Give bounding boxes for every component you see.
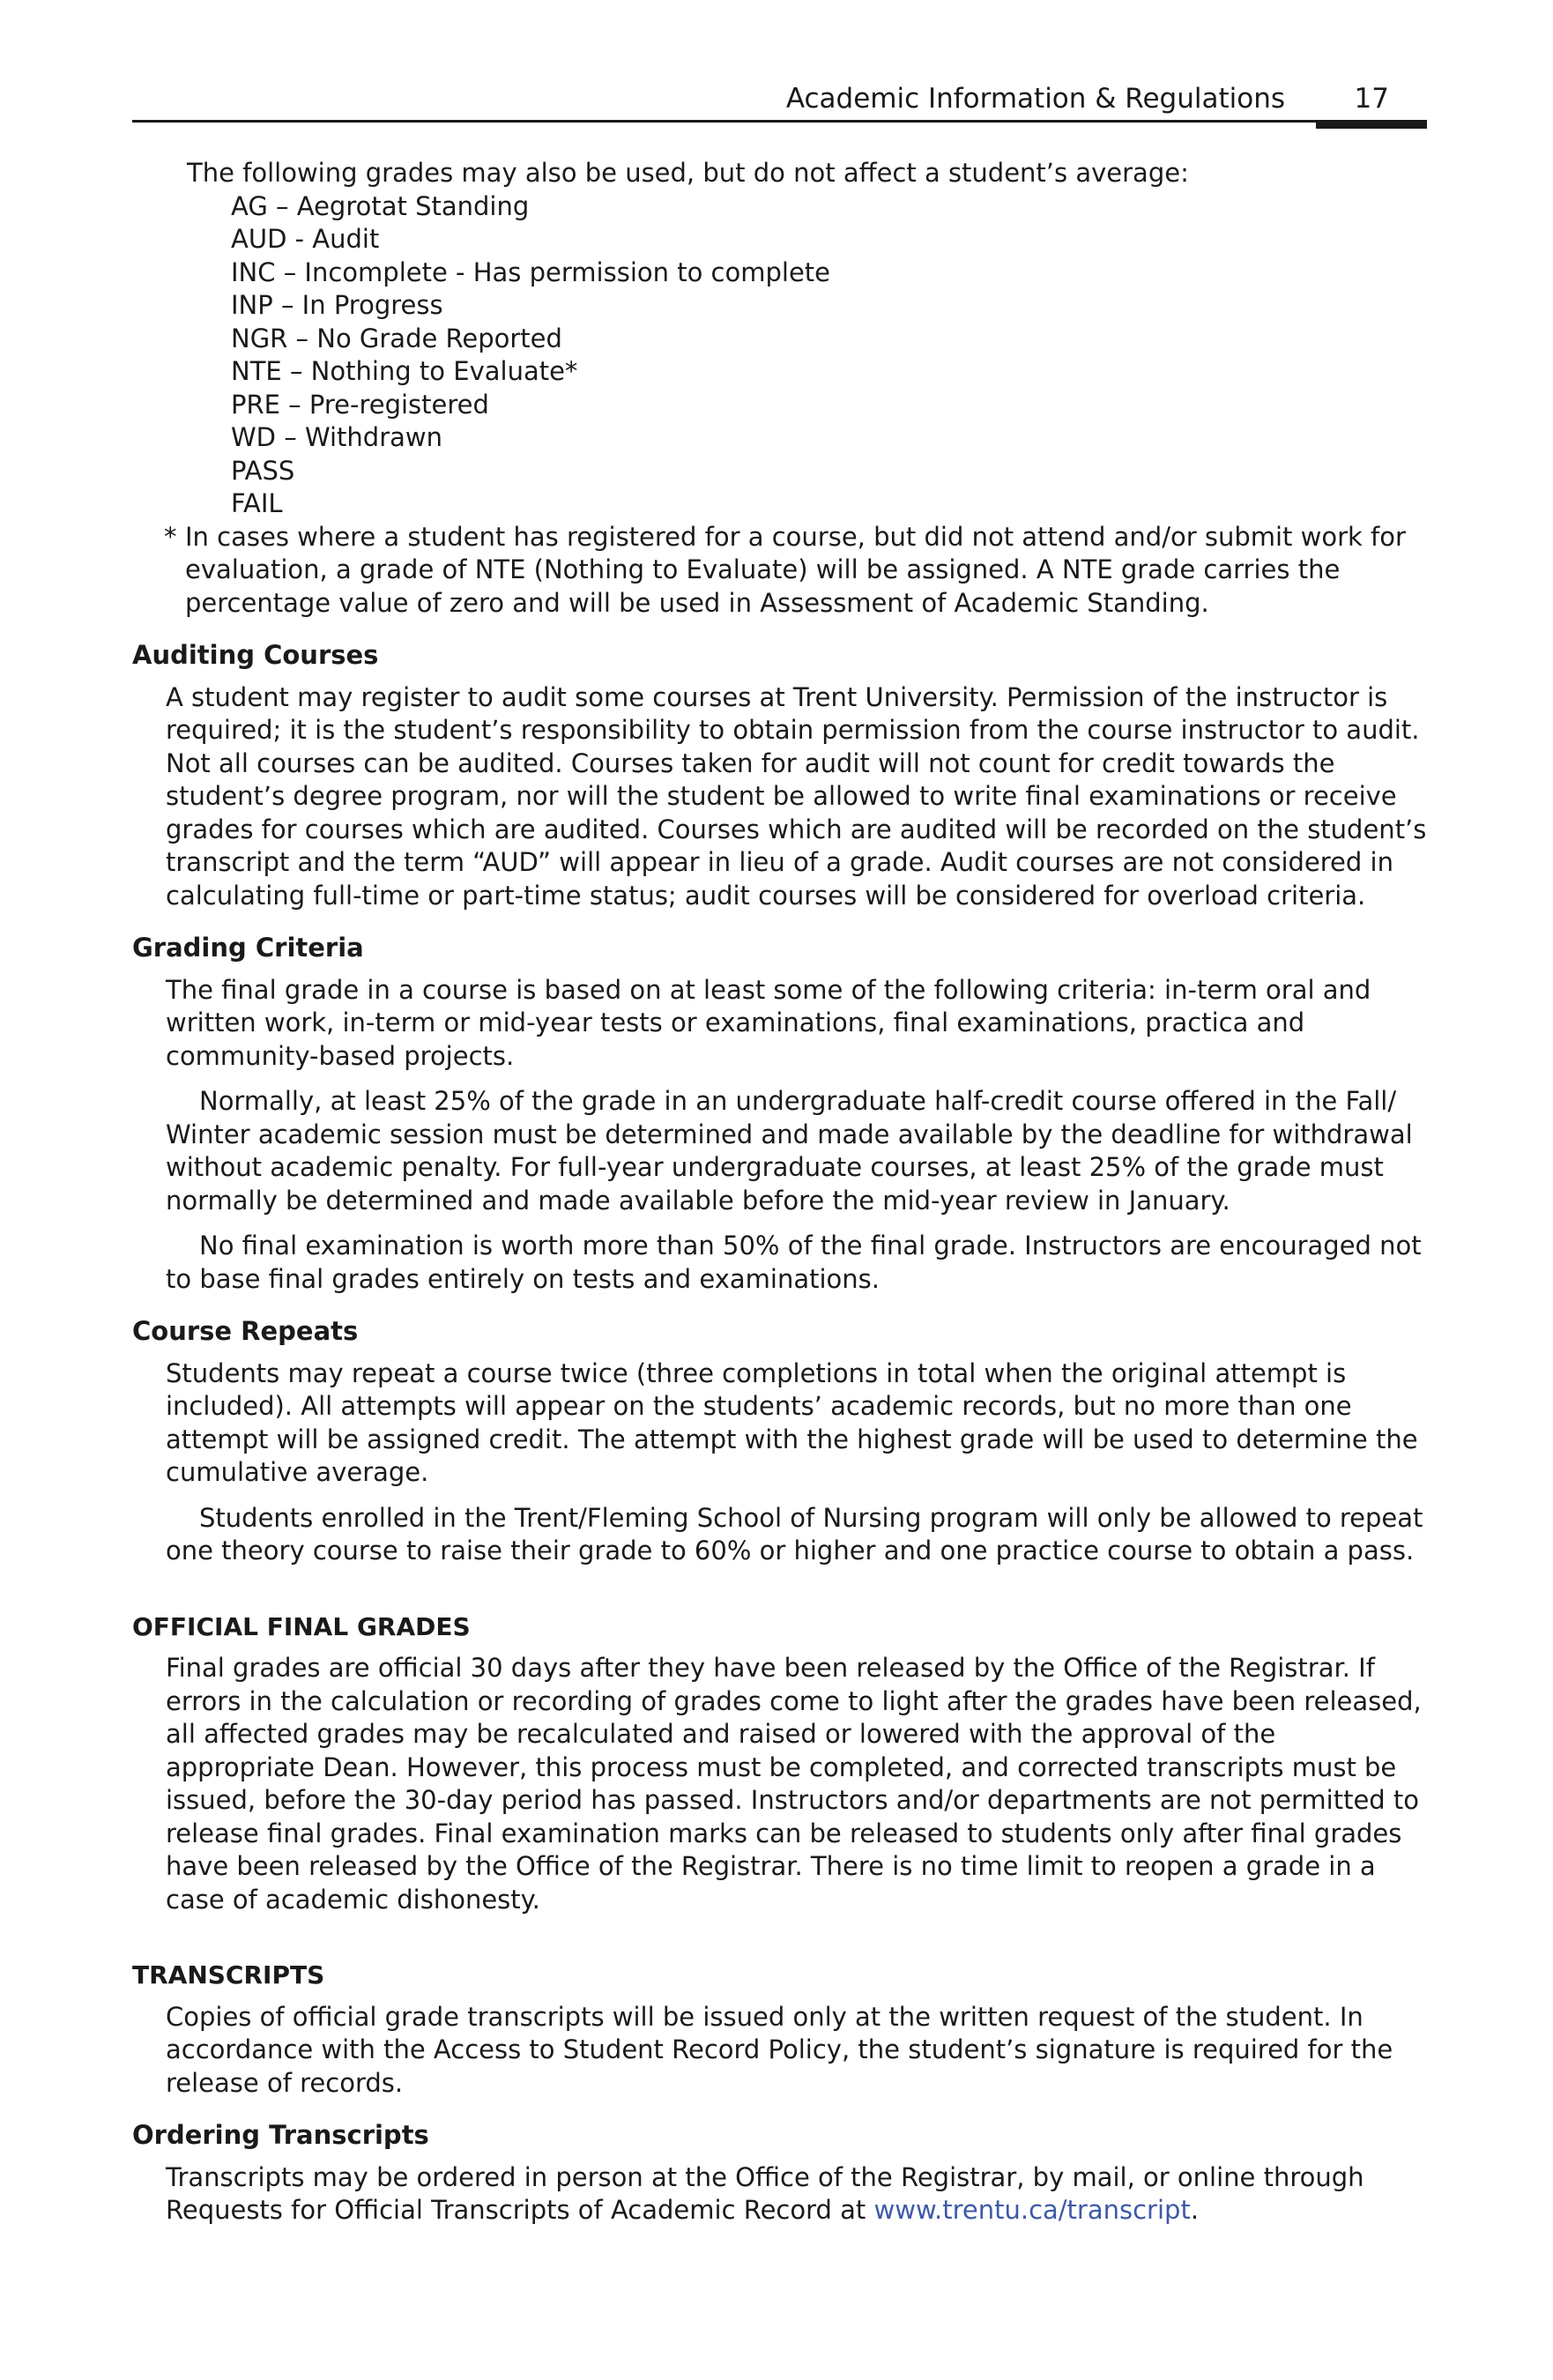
section-official-final-grades bbox=[132, 1610, 1428, 1917]
list-item: INC – Incomplete - Has permission to complete bbox=[231, 257, 830, 287]
section-course-repeats bbox=[132, 1315, 1428, 1568]
header-rule bbox=[132, 120, 1426, 123]
list-item: FAIL bbox=[231, 488, 283, 518]
list-item: AUD - Audit bbox=[231, 224, 380, 254]
header-tab-bar bbox=[1316, 120, 1427, 129]
transcript-link[interactable]: www.trentu.ca/transcript bbox=[873, 2195, 1191, 2225]
grade-code-list bbox=[231, 190, 1428, 521]
list-item: NTE – Nothing to Evaluate* bbox=[231, 356, 578, 386]
footnote-text: In cases where a student has registered for a course, but did not attend and/or submit work for evaluation, a grade of NTE (Nothing to Evaluate) will be assigned. A NTE grade carries the percentage value of zero and will be used in Assessment of Academic Standing. bbox=[185, 521, 1406, 618]
section-paragraph: Copies of official grade transcripts will be issued only at the written request of the student. In accordance with the Access to Student Record Policy, the student’s signature is required for the release of records. bbox=[166, 2001, 1393, 2098]
paragraph-text: Transcripts may be ordered in person at the Office of the Registrar, by mail, or online through Requests for Official Transcripts of Academic Record at bbox=[166, 2161, 1364, 2225]
section-heading: OFFICIAL FINAL GRADES bbox=[132, 1611, 471, 1641]
section-heading: Ordering Transcripts bbox=[132, 2120, 429, 2150]
header-title: Academic Information & Regulations bbox=[785, 83, 1285, 115]
section-grading-criteria bbox=[132, 932, 1428, 1296]
page-body bbox=[132, 157, 1428, 2228]
section-paragraph: Students enrolled in the Trent/Fleming School of Nursing program will only be allowed to repeat one theory course to raise their grade to 60% or higher and one practice course to obtain a pass. bbox=[166, 1502, 1423, 1566]
section-ordering-transcripts bbox=[132, 2119, 1428, 2228]
list-item: PRE – Pre-registered bbox=[231, 389, 489, 420]
paragraph-text: . bbox=[1190, 2195, 1200, 2225]
nte-footnote bbox=[164, 521, 1428, 621]
running-header bbox=[132, 81, 1426, 125]
list-item: AG – Aegrotat Standing bbox=[231, 190, 530, 221]
section-paragraph: No final examination is worth more than 50% of the final grade. Instructors are encouraged not to base final grades entirely on tests and examinations. bbox=[166, 1231, 1422, 1294]
section-auditing-courses bbox=[132, 639, 1428, 912]
list-item: NGR – No Grade Reported bbox=[231, 323, 562, 353]
section-heading: Auditing Courses bbox=[132, 640, 379, 670]
list-item: PASS bbox=[231, 455, 295, 486]
section-heading: Grading Criteria bbox=[132, 933, 364, 963]
footnote-marker: * bbox=[164, 521, 177, 552]
grades-intro: The following grades may also be used, but do not affect a student’s average: bbox=[187, 158, 1189, 188]
page-number: 17 bbox=[1354, 83, 1389, 115]
section-paragraph: Final grades are official 30 days after they have been released by the Office of the Registrar. If errors in the calculation or recording of grades come to light after the grades have been released, all affected grades may be recalculated and raised or lowered with the approval of the appropriate Dean. However, this process must be completed, and corrected transcripts must be issued, before the 30-day period has passed. Instructors and/or departments are not permitted to release final grades. Final examination marks can be released to students only after final grades have been released by the Office of the Registrar. There is no time limit to reopen a grade in a case of academic dishonesty. bbox=[166, 1653, 1422, 1915]
section-paragraph: A student may register to audit some courses at Trent University. Permission of the instructor is required; it is the student’s responsibility to obtain permission from the course instructor to audit. Not all courses can be audited. Courses taken for audit will not count for credit towards the student’s degree program, nor will the student be allowed to write final examinations or receive grades for courses which are audited. Courses which are audited will be recorded on the student’s transcript and the term “AUD” will appear in lieu of a grade. Audit courses are not considered in calculating full-time or part-time status; audit courses will be considered for overload criteria. bbox=[166, 681, 1427, 911]
section-paragraph: Students may repeat a course twice (three completions in total when the original attempt is included). All attempts will appear on the students’ academic records, but no more than one attempt will be assigned credit. The attempt with the highest grade will be used to determine the cumulative average. bbox=[166, 1357, 1418, 1487]
section-paragraph bbox=[166, 2161, 1428, 2228]
list-item: WD – Withdrawn bbox=[231, 422, 442, 452]
section-heading: TRANSCRIPTS bbox=[132, 1960, 325, 1990]
list-item: INP – In Progress bbox=[231, 290, 443, 320]
section-transcripts bbox=[132, 1959, 1428, 2100]
section-paragraph: Normally, at least 25% of the grade in an undergraduate half-credit course offered in the Fall/ Winter academic session must be determined and made available by the deadline for withdrawal without academic penalty. For full-year undergraduate courses, at least 25% of the grade must normally be determined and made available before the mid-year review in January. bbox=[166, 1086, 1413, 1216]
section-paragraph: The final grade in a course is based on at least some of the following criteria: in-term oral and written work, in-term or mid-year tests or examinations, final examinations, practica and community-based projects. bbox=[166, 974, 1371, 1071]
section-heading: Course Repeats bbox=[132, 1316, 359, 1346]
